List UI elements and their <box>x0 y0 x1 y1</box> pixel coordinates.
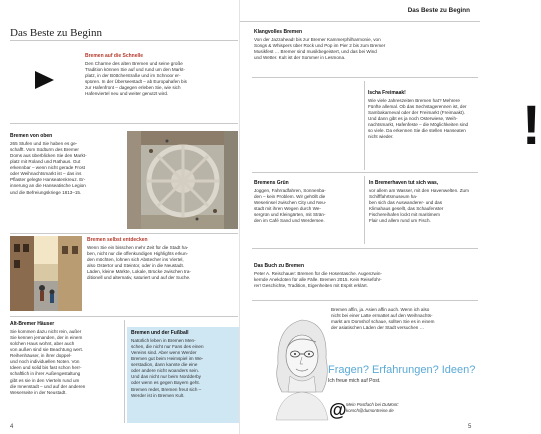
running-head: Das Beste zu Beginn <box>407 7 470 14</box>
page-title: Das Beste zu Beginn <box>10 27 102 39</box>
line: Flair und allem rund um Fisch. <box>369 218 431 224</box>
section-title: Bremens Grün <box>254 180 289 186</box>
feedback-subline: Ich freue mich auf Post. <box>328 378 381 384</box>
line: markt am Domshof schaue, sollten Sie es in einem <box>331 319 435 325</box>
line: die Innenstadt – und auf der anderen <box>10 383 86 389</box>
section-bremerhaven <box>369 180 479 224</box>
divider <box>364 176 365 244</box>
divider <box>240 21 480 22</box>
section-title: In Bremerhaven tut sich was, <box>369 180 439 186</box>
line: innerung an die Hanseatische Legion <box>10 183 86 189</box>
line: schafft. Vom Südturm des Bremer <box>10 146 79 152</box>
line: platz mit Roland und Rathaus. Gut <box>10 158 81 164</box>
section-title: Bremen von oben <box>10 133 53 139</box>
line: schen, die nicht nur Fans des einen <box>131 343 204 349</box>
line: solchen Haus wohnt, aber auch <box>10 340 75 346</box>
divider <box>10 123 238 124</box>
line: und Wetter. Kult ist der Sommer in Lesmona. <box>254 54 346 60</box>
divider <box>252 172 478 173</box>
line: ben, nicht nur die offenkundigen Highlights erkun- <box>87 250 189 256</box>
line: nicht bei einer Latte ermattet auf den Weihnachts- <box>331 313 433 319</box>
line: Fünfte allemal. Ob das Sechstagerennen ist, der <box>368 103 467 109</box>
arrow-icon <box>35 71 54 89</box>
line: den möchten, lohnen sich Abstecher ins Viertel, <box>87 256 184 262</box>
section-title: Das Buch zu Bremen <box>254 263 305 269</box>
line: sergrün und Kleingärten, mit Strän- <box>254 212 326 218</box>
line: also Ostertor und Steintor, oder in die Neustadt. <box>87 262 185 268</box>
line: Vereins sind. Aber wenn Werder <box>131 349 197 355</box>
line: oder andere nicht woanders sein. <box>131 368 199 374</box>
line: Wenn Sie ein bisschen mehr Zeit für die Stadt ha- <box>87 244 189 250</box>
section-title: Bremen und der Fußball <box>131 330 189 336</box>
line: 265 Stufen und Sie haben es ge- <box>10 140 78 146</box>
line: vor allem am Wasser, mit den Havenwelten. Zum <box>369 187 469 193</box>
line: zur Hafenfront – dagegen erleben Sie, wie sich <box>85 85 181 91</box>
divider <box>252 77 478 78</box>
feedback-heading: Fragen? Erfahrungen? Ideen? <box>328 364 476 376</box>
line: Pflaster gelegte Hanseatenkreuz. Er- <box>10 177 86 183</box>
section-freimaakt <box>368 90 478 140</box>
line: so viele. Da erkennen Sie die stellen Hanseaten <box>368 128 466 134</box>
line: oder Weihnachtsmarkt ist – das ins <box>10 171 82 177</box>
line: schaftlich in ihrer Außengestaltung <box>10 371 81 377</box>
line: Sie kommen dazu nicht rein, außer <box>10 328 82 334</box>
line: Natürlich leben in Bremen Men- <box>131 337 196 343</box>
line: nachtsmarkt, Hafenfeste – die Möglichkeiten sind <box>368 122 469 128</box>
line: den im Café Sand und Werdersee. <box>254 218 325 224</box>
line: rer! Geschichte, Tradition, Eigenheiten mit Esprit erklärt. <box>254 282 368 288</box>
line: Hafenviertel neu und weiter genutzt wird. <box>85 91 169 97</box>
line: Ideen und solid bis fast schon herr- <box>10 365 82 371</box>
left-page <box>0 0 240 434</box>
line: Sie kennen jemanden, der in einem <box>10 334 83 340</box>
line: Musikfest … Bremer sind musikbegeistert, und das bei Wind <box>254 48 377 54</box>
contact-email[interactable]: korsch@dumontreise.de <box>346 408 394 414</box>
contact-block <box>346 402 399 414</box>
line: Schifffahrtsmuseum ha- <box>369 193 418 199</box>
section-title: Bremen selbst entdecken <box>87 237 148 243</box>
exclamation-icon: ! <box>522 93 541 156</box>
section-title: Alt-Bremer Häuser <box>10 321 55 327</box>
line: und noch individuellen Noten. Von <box>10 359 80 365</box>
line: Läden, kleine Märkte, Lokale, Brücke zwischen tra- <box>87 269 191 275</box>
line: ditionell und alternativ, saturiert und auf der Suche. <box>87 275 191 281</box>
page-number: 5 <box>468 424 472 430</box>
at-icon: @ <box>329 400 347 420</box>
line: oder wenn es gegen Bayern geht. <box>131 380 200 386</box>
line: gibt es sie in den Vierteln rund um <box>10 377 80 383</box>
contact-label: Mein Postfach bei DuMont: <box>346 402 399 407</box>
line: spüren. In der Überseestadt – ab Europahafen bis <box>85 78 187 84</box>
line: den – kein Problem. Wir gehöllt die <box>254 193 326 199</box>
line: Reihenhäuser, in ihrer doppel- <box>10 353 72 359</box>
divider <box>10 40 238 41</box>
divider <box>10 316 238 317</box>
line: Klimahaus gesellt, das Schaufenster <box>369 205 444 211</box>
line: Joggen, Fahrradfahren, Sonnenba- <box>254 187 326 193</box>
divider <box>252 300 478 301</box>
divider <box>364 81 365 170</box>
line: Sambakarneval oder der Freimarkt (Freimaakt). <box>368 109 466 115</box>
line: Bremen redet, Bremen freut sich – <box>131 386 202 392</box>
line: Doms aus überblicken Sie den Markt- <box>10 152 87 158</box>
line: Tradition können Sie auf und rund um den Markt- <box>85 66 185 72</box>
section-buch <box>254 263 478 289</box>
line: kernde Anekdoten für alle Fälle. Bremen 2015. Kein Reiseführ- <box>254 276 382 282</box>
line: Bremen gut beim Heimspiel im We- <box>131 355 204 361</box>
line: Weserinsel zwischen City und Neu- <box>254 199 327 205</box>
page-number: 4 <box>10 424 14 430</box>
section-title: Bremen auf die Schnelle <box>85 53 144 59</box>
line: Wie viele Jahreszeiten Bremen hat? Mehrere <box>368 97 460 103</box>
line: stadt mit ihren Wegen durch We- <box>254 205 321 211</box>
section-selbst-entdecken <box>87 237 239 281</box>
section-alt-bremer-haeuser <box>10 321 122 396</box>
line: Werder ist in Bremen Kult. <box>131 392 185 398</box>
section-fussball <box>127 327 239 423</box>
section-klangvolles <box>254 29 476 61</box>
author-note <box>331 307 478 331</box>
line: Bremen affin, ja. Asien affin auch. Wenn ich also <box>331 307 430 312</box>
line: serstadion, dann kannte die eine <box>131 362 198 368</box>
line: der asiatischen Läden der Stadt versuchen … <box>331 325 425 331</box>
line: Und das nicht nur beim Nordderby <box>131 374 201 380</box>
line: platz, in der Böttcherstraße und im Schnoor er- <box>85 72 181 78</box>
street-scene-photo <box>10 236 82 311</box>
line: und die Befreiungskriege 1813–15. <box>10 189 82 195</box>
marketplace-aerial-photo <box>127 131 238 229</box>
line: erkennbar – wenn nicht gerade Frost <box>10 165 86 171</box>
line: Songs & Whispers über Rock und Pop im Pier 2 bis zum Bremer <box>254 42 386 48</box>
divider <box>124 320 125 423</box>
line: Fischereihafen lockt mit maritimem <box>369 212 440 218</box>
section-von-oben <box>10 133 123 196</box>
divider <box>10 233 238 234</box>
line: Den Charme des alten Bremen und seine große <box>85 60 183 66</box>
line: von außen sind sie Beachtung wert. <box>10 346 84 352</box>
line: Peter A. Reischauer: Bremen für die Hosentasche. Augenzwin- <box>254 270 382 276</box>
line: ben sich das Auswanderer- und das <box>369 199 443 205</box>
divider <box>252 248 478 249</box>
line: Und dann gibt es ja noch Osterwiese, Weih- <box>368 115 458 121</box>
line: nicht wieder. <box>368 134 394 140</box>
line: Weserseite in der Neustadt. <box>10 389 67 395</box>
author-portrait-sketch <box>270 308 334 420</box>
section-title: Klangvolles Bremen <box>254 29 303 35</box>
line: Von der Jazzahead! bis zur Bremer Kammerphilharmonie, von <box>254 36 381 42</box>
section-title: Ischa Freimaak! <box>368 90 406 96</box>
section-gruen <box>254 180 362 224</box>
section-auf-die-schnelle <box>85 53 237 97</box>
